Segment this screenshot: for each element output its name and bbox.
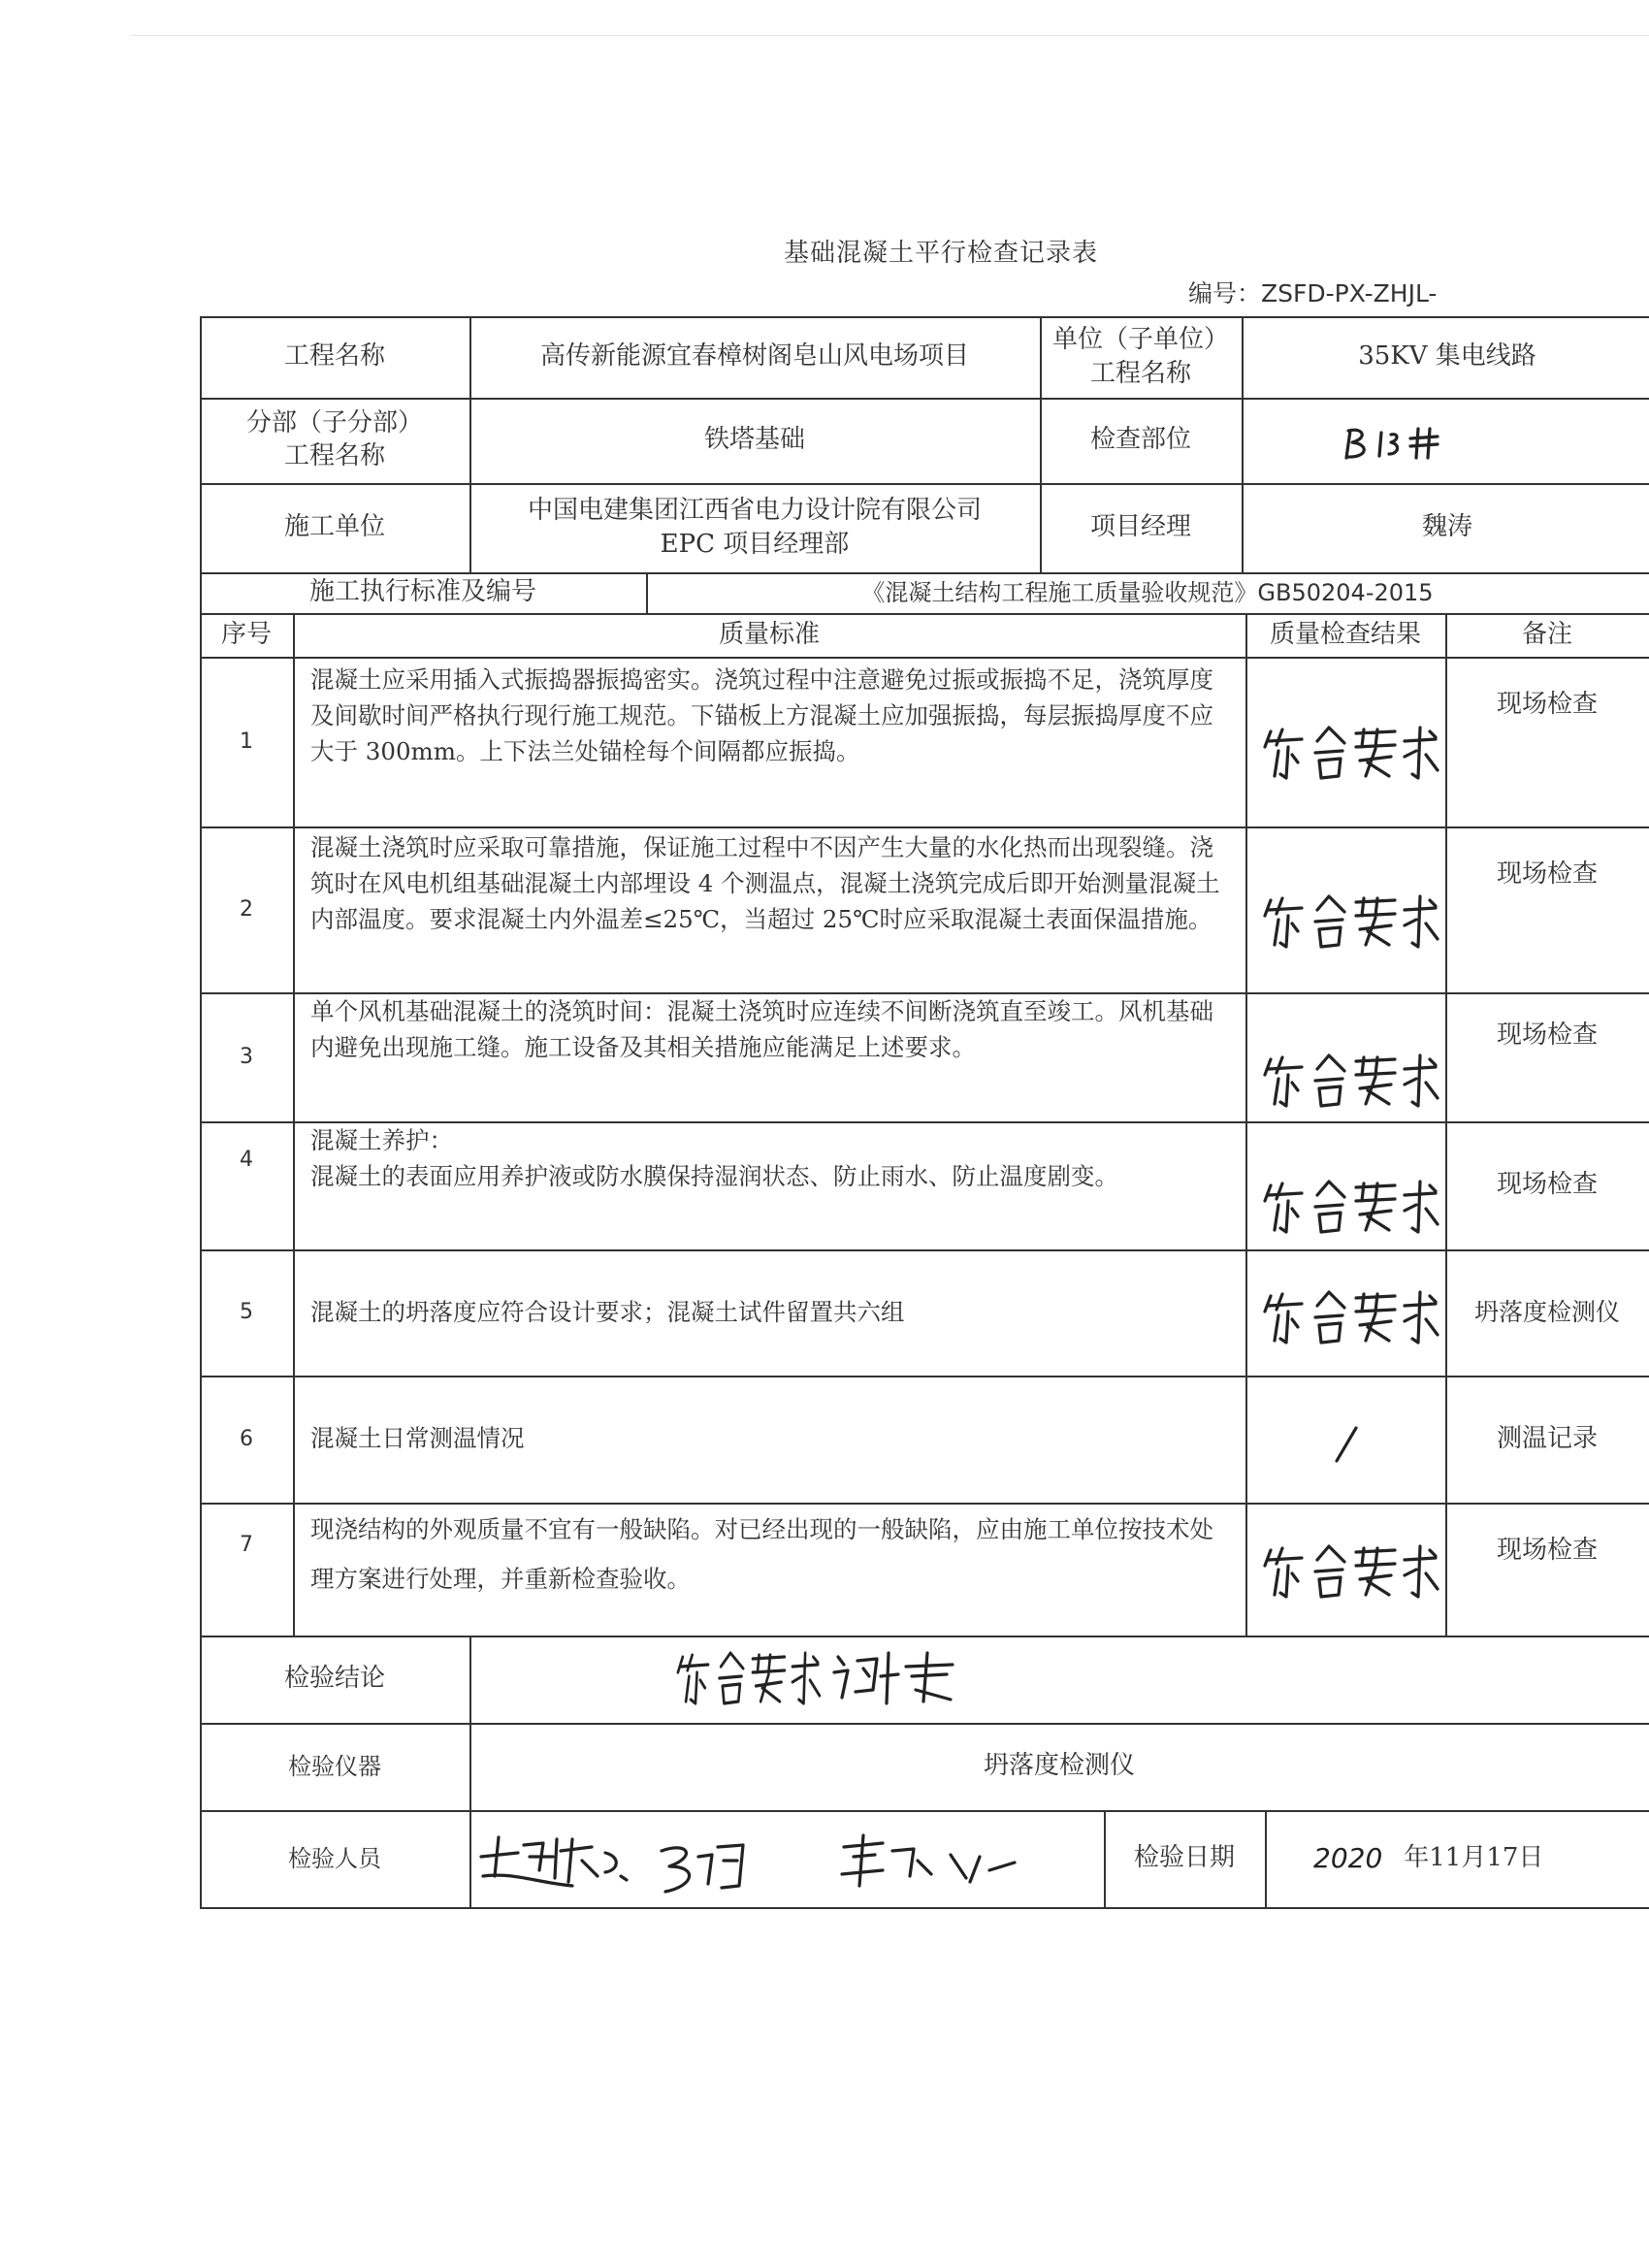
standard-label: 施工执行标准及编号 (308, 577, 536, 607)
date-label: 检验日期 (1133, 1843, 1235, 1873)
unit-project-value: 35KV 集电线路 (1358, 341, 1536, 372)
contractor-line-2: EPC 项目经理部 (660, 530, 850, 559)
scan-edge (131, 35, 1649, 36)
date-year: 2020 (1313, 1841, 1383, 1874)
column-remark: 备注 (1521, 619, 1572, 649)
manager-label: 项目经理 (1089, 512, 1191, 542)
project-name-label: 工程名称 (283, 341, 385, 372)
document-number (1188, 275, 1437, 309)
standard-value: 《混凝土结构工程施工质量验收规范》GB50204-2015 (861, 578, 1434, 606)
row-2-remark: 现场检查 (1496, 859, 1598, 890)
row-5-no: 5 (240, 1300, 253, 1325)
inspectors-label: 检验人员 (288, 1844, 381, 1872)
project-name-value: 高传新能源宜春樟树阁皂山风电场项目 (539, 341, 969, 372)
row-4-standard: 混凝土养护： 混凝土的表面应用养护液或防水膜保持湿润状态、防止雨水、防止温度剧变。 (310, 1126, 1118, 1190)
document-number-value: ZSFD-PX-ZHJL- (1261, 279, 1438, 308)
document-number-label: 编号： (1188, 279, 1262, 308)
row-2-no: 2 (240, 896, 253, 922)
inspectors-value (475, 1905, 476, 1906)
row-6-result-slash (1315, 1422, 1374, 1471)
row-7-remark: 现场检查 (1496, 1536, 1598, 1566)
row-4-result-signature (1259, 1176, 1443, 1234)
row-7-standard: 现浇结构的外观质量不宜有一般缺陷。对已经出现的一般缺陷，应由施工单位按技术处理方案进行处理，并重新检查验收。 (310, 1515, 1213, 1594)
row-7-no: 7 (240, 1533, 253, 1557)
instrument-value: 坍落度检测仪 (983, 1751, 1135, 1781)
conclusion-value (673, 1709, 674, 1710)
row-5-result-signature (1259, 1286, 1443, 1345)
row-2-result-signature (1259, 891, 1443, 949)
inspection-part-value (1342, 464, 1343, 465)
conclusion-handwriting (673, 1647, 964, 1709)
row-3-result-signature (1259, 1050, 1443, 1108)
subdivision-value: 铁塔基础 (703, 425, 805, 455)
inspection-part-label: 检查部位 (1089, 425, 1191, 455)
row-6-remark: 测温记录 (1496, 1423, 1598, 1453)
row-6-no: 6 (240, 1426, 253, 1451)
row-1-remark: 现场检查 (1496, 690, 1598, 720)
unit-project-label: 单位（子单位）工程名称 (1051, 324, 1229, 388)
conclusion-label: 检验结论 (283, 1664, 385, 1694)
row-3-standard: 单个风机基础混凝土的浇筑时间：混凝土浇筑时应连续不间断浇筑直至竣工。风机基础内避免出现施工缝。施工设备及其相关措施应能满足上述要求。 (310, 997, 1213, 1061)
row-1-standard: 混凝土应采用插入式振捣器振捣密实。浇筑过程中注意避免过振或振捣不足，浇筑厚度及间歇时间严格执行现行施工规范。下锚板上方混凝土应加强振捣，每层振捣厚度不应大于 300mm。上下法兰处锚栓每个间隔都应振捣。 (310, 665, 1213, 765)
column-no: 序号 (220, 619, 272, 649)
row-3-remark: 现场检查 (1496, 1021, 1598, 1051)
column-standard: 质量标准 (718, 619, 820, 649)
date-value (1313, 1810, 1649, 1907)
row-1-result-signature (1259, 722, 1443, 780)
row-5-standard: 混凝土的坍落度应符合设计要求；混凝土试件留置共六组 (310, 1297, 905, 1326)
subdivision-label: 分部（子分部）工程名称 (245, 408, 423, 470)
instrument-label: 检验仪器 (288, 1752, 381, 1780)
row-4-no: 4 (240, 1148, 253, 1172)
date-rest: 年11月17日 (1404, 1843, 1544, 1873)
inspectors-signatures (475, 1828, 1096, 1905)
row-3-no: 3 (240, 1044, 253, 1069)
form-title: 基础混凝土平行检查记录表 (783, 239, 1098, 268)
column-result: 质量检查结果 (1269, 619, 1421, 649)
row-2-standard: 混凝土浇筑时应采取可靠措施，保证施工过程中不因产生大量的水化热而出现裂缝。浇筑时在风电机组基础混凝土内部埋设 4 个测温点，混凝土浇筑完成后即开始测量混凝土内部温度。要求混凝土内外温差≤25℃，当超过 25℃时应采取混凝土表面保温措施。 (310, 833, 1220, 933)
row-5-remark: 坍落度检测仪 (1473, 1297, 1620, 1326)
inspection-table (200, 316, 1649, 1911)
row-7-result-signature (1259, 1540, 1443, 1599)
inspection-part-handwriting (1342, 425, 1449, 464)
manager-value: 魏涛 (1421, 512, 1472, 542)
row-6-standard: 混凝土日常测温情况 (310, 1424, 525, 1453)
row-1-no: 1 (240, 729, 253, 754)
contractor-label: 施工单位 (283, 512, 385, 542)
contractor-value (469, 483, 1040, 572)
contractor-line-1: 中国电建集团江西省电力设计院有限公司 (527, 495, 982, 525)
row-4-remark: 现场检查 (1496, 1170, 1598, 1200)
